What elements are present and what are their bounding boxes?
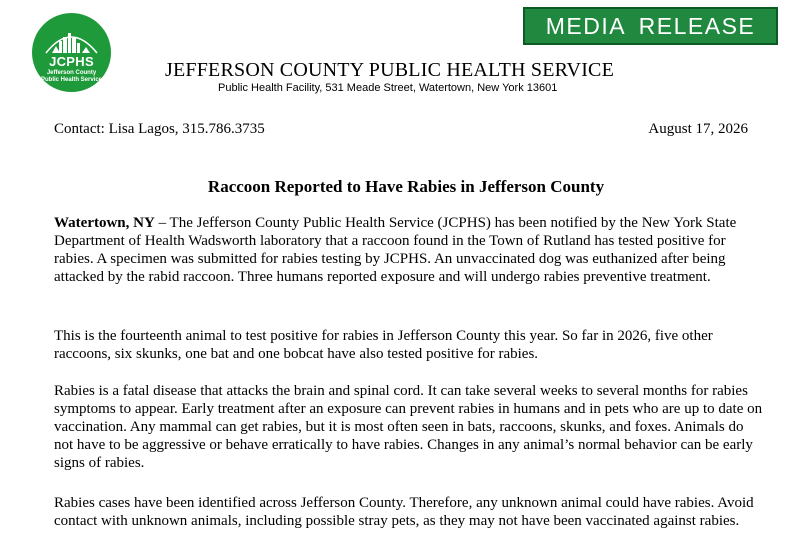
logo-name-line2: Public Health Service xyxy=(40,77,103,83)
body-paragraph-2: This is the fourteenth animal to test positive for rabies in Jefferson County this year. So far in 2026, five other raccoons, six skunks, one bat and one bobcat have also tested positive for rabies. xyxy=(54,328,713,362)
organization-address: Public Health Facility, 531 Meade Street, Watertown, New York 13601 xyxy=(218,82,558,94)
paragraph-1-text: – The Jefferson County Public Health Service (JCPHS) has been notified by the New York State Department of Health Wadsworth laboratory that a raccoon found in the Town of Rutland has tested positive for rabies. A specimen was submitted for rabies testing by JCPHS. An unvaccinated dog was euthanized after being attacked by the rabid raccoon. Three humans reported exposure and will undergo rabies preventive treatment. xyxy=(54,215,737,285)
dateline: Watertown, NY xyxy=(54,215,155,231)
media-release-banner: MEDIA RELEASE xyxy=(523,7,778,45)
organization-name: JEFFERSON COUNTY PUBLIC HEALTH SERVICE xyxy=(165,59,615,81)
release-date: August 17, 2026 xyxy=(648,121,748,137)
body-paragraph-3: Rabies is a fatal disease that attacks the brain and spinal cord. It can take several weeks to several months for rabies symptoms to appear. Early treatment after an exposure can prevent rabies in humans and in pets who are up to date on vaccination. Any mammal can get rabies, but it is most often seen in bats, raccoons, skunks, and foxes. Animals do not have to be aggressive or behave erratically to have rabies. Changes in any animal’s normal behavior can be early signs of rabies. xyxy=(54,383,763,471)
logo-abbreviation: JCPHS xyxy=(49,54,94,69)
contact-info: Contact: Lisa Lagos, 315.786.3735 xyxy=(54,121,265,137)
logo-org-name xyxy=(32,70,111,84)
body-paragraph-1 xyxy=(54,214,766,286)
jcphs-logo xyxy=(32,13,111,92)
logo-name-line1: Jefferson County xyxy=(46,70,97,76)
press-release-headline: Raccoon Reported to Have Rabies in Jefferson County xyxy=(207,177,605,196)
body-paragraph-4: Rabies cases have been identified across Jefferson County. Therefore, any unknown animal could have rabies. Avoid contact with unknown animals, including possible stray pets, as they may not have been vaccinated against rabies. xyxy=(54,495,754,529)
